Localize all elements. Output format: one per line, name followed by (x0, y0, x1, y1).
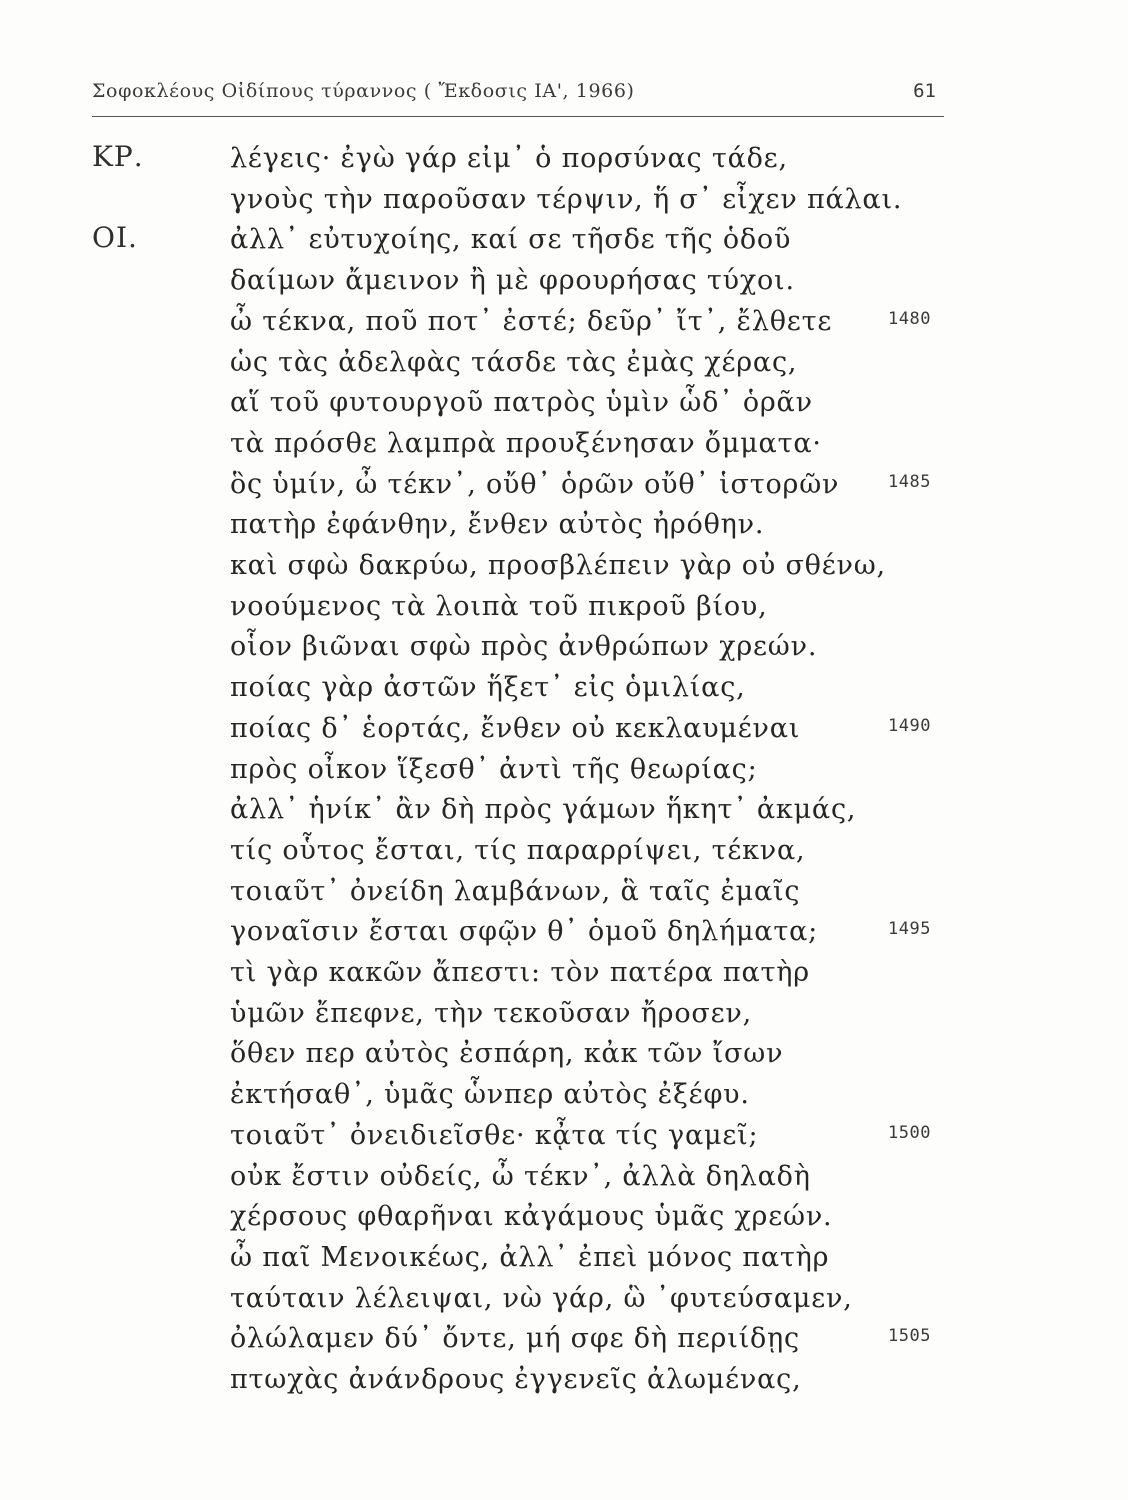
verse-line (0, 710, 1128, 748)
verse-line (0, 588, 1128, 626)
verse-line (0, 913, 1128, 951)
verse-text-line: χέρσους φθαρῆναι κἀγάμους ὑμᾶς χρεών. (230, 1201, 833, 1233)
verse-line (0, 1117, 1128, 1155)
speaker-label: ΚΡ. (92, 140, 144, 173)
verse-line (0, 1158, 1128, 1196)
verse-line (0, 303, 1128, 341)
verse-line (0, 140, 1128, 178)
verse-text-line: οἷον βιῶναι σφὼ πρὸς ἀνθρώπων χρεών. (230, 631, 818, 663)
verse-text-line: γνοὺς τὴν παροῦσαν τέρψιν, ἥ σ᾽ εἶχεν πάλαι. (230, 183, 903, 215)
verse-text-line: οὐκ ἔστιν οὐδείς, ὦ τέκν᾽, ἀλλὰ δηλαδὴ (230, 1160, 811, 1192)
verse-text-line: ἀλλ᾽ εὐτυχοίης, καί σε τῆσδε τῆς ὁδοῦ (230, 224, 792, 256)
line-number: 1495 (888, 919, 931, 940)
verse-line (0, 1320, 1128, 1358)
verse-line (0, 466, 1128, 504)
line-number: 1500 (888, 1122, 931, 1143)
header-rule (92, 116, 944, 117)
verse-text-line: ὑμῶν ἔπεφνε, τὴν τεκοῦσαν ἤροσεν, (230, 997, 753, 1029)
verse-text-line: καὶ σφὼ δακρύω, προσβλέπειν γὰρ οὐ σθένω, (230, 550, 886, 581)
speaker-label: ΟΙ. (92, 221, 138, 255)
verse-line (0, 1280, 1128, 1318)
verse-line (0, 181, 1128, 219)
verse-text-line: ὦ τέκνα, ποῦ ποτ᾽ ἐστέ; δεῦρ᾽ ἴτ᾽, ἔλθετε (230, 305, 833, 337)
verse-text-line: πατὴρ ἐφάνθην, ἔνθεν αὐτὸς ἠρόθην. (230, 509, 765, 541)
verse-text-line: ταύταιν λέλειψαι, νὼ γάρ, ὣ ᾽φυτεύσαμεν, (230, 1282, 853, 1314)
verse-text-line: πρὸς οἶκον ἵξεσθ᾽ ἀντὶ τῆς θεωρίας; (230, 753, 758, 785)
verse-line (0, 751, 1128, 789)
verse-text-line: τίς οὗτος ἔσται, τίς παραρρίψει, τέκνα, (230, 834, 806, 866)
verse-text-line: νοούμενος τὰ λοιπὰ τοῦ πικροῦ βίου, (230, 590, 768, 622)
verse-text-line: ἀλλ᾽ ἡνίκ᾽ ἂν δὴ πρὸς γάμων ἥκητ᾽ ἀκμάς, (230, 794, 857, 826)
running-title: Σοφοκλέους Οἰδίπους τύραννος ( Ἔκδοσις ΙΑ', 1966) (92, 80, 635, 102)
verse-line (0, 995, 1128, 1033)
running-header (92, 78, 944, 114)
page-number: 61 (913, 80, 936, 102)
verse-text-line: ὃς ὑμίν, ὦ τέκν᾽, οὔθ᾽ ὁρῶν οὔθ᾽ ἱστορῶν (230, 468, 840, 500)
verse-text-line: ὀλώλαμεν δύ᾽ ὄντε, μή σφε δὴ περιίδῃς (230, 1323, 800, 1355)
verse-line (0, 425, 1128, 463)
verse-line (0, 506, 1128, 544)
verse-text-line: ὦ παῖ Μενοικέως, ἀλλ᾽ ἐπεὶ μόνος πατὴρ (230, 1241, 830, 1273)
verse-text-line: ὡς τὰς ἀδελφὰς τάσδε τὰς ἐμὰς χέρας, (230, 346, 798, 378)
verse-line (0, 954, 1128, 992)
verse-text-line: τοιαῦτ᾽ ὀνειδιεῖσθε· κᾆτα τίς γαμεῖ; (230, 1119, 759, 1151)
verse-text-line: τὰ πρόσθε λαμπρὰ προυξένησαν ὄμματα· (230, 427, 822, 459)
verse-text-line: ποίας δ᾽ ἑορτάς, ἔνθεν οὐ κεκλαυμέναι (230, 712, 801, 744)
verse-line (0, 1361, 1128, 1399)
verse-text-line: ἐκτήσαθ᾽, ὑμᾶς ὧνπερ αὐτὸς ἐξέφυ. (230, 1079, 750, 1111)
verse-text-line: τὶ γὰρ κακῶν ἄπεστι: τὸν πατέρα πατὴρ (230, 957, 810, 988)
verse-text-line: αἵ τοῦ φυτουργοῦ πατρὸς ὑμὶν ὧδ᾽ ὁρᾶν (230, 387, 813, 419)
verse-line (0, 1076, 1128, 1114)
verse-text-line: ποίας γὰρ ἀστῶν ἥξετ᾽ εἰς ὁμιλίας, (230, 672, 746, 704)
verse-line (0, 1035, 1128, 1073)
line-number: 1485 (888, 471, 931, 492)
verse-line (0, 344, 1128, 382)
verse-line (0, 262, 1128, 300)
verse-line (0, 221, 1128, 259)
verse-text-line: πτωχὰς ἀνάνδρους ἐγγενεῖς ἀλωμένας, (230, 1364, 802, 1395)
verse-text-line: γοναῖσιν ἔσται σφῷν θ᾽ ὁμοῦ δηλήματα; (230, 916, 819, 948)
verse-line (0, 873, 1128, 911)
verse-text-line: λέγεις· ἐγὼ γάρ εἰμ᾽ ὁ πορσύνας τάδε, (230, 143, 788, 174)
verse-text-line: ὅθεν περ αὐτὸς ἐσπάρη, κἀκ τῶν ἴσων (230, 1038, 784, 1070)
verse-line (0, 547, 1128, 585)
verse-text-line: δαίμων ἄμεινον ἢ μὲ φρουρήσας τύχοι. (230, 265, 795, 297)
verse-line (0, 628, 1128, 666)
verse-line (0, 832, 1128, 870)
verse-line (0, 1239, 1128, 1277)
line-number: 1480 (888, 308, 931, 329)
verse-line (0, 384, 1128, 422)
verse-line (0, 791, 1128, 829)
verse-line (0, 669, 1128, 707)
verse-text-line: τοιαῦτ᾽ ὀνείδη λαμβάνων, ἃ ταῖς ἐμαῖς (230, 875, 801, 907)
verse-line (0, 1198, 1128, 1236)
line-number: 1490 (888, 715, 931, 736)
line-number: 1505 (888, 1326, 931, 1347)
